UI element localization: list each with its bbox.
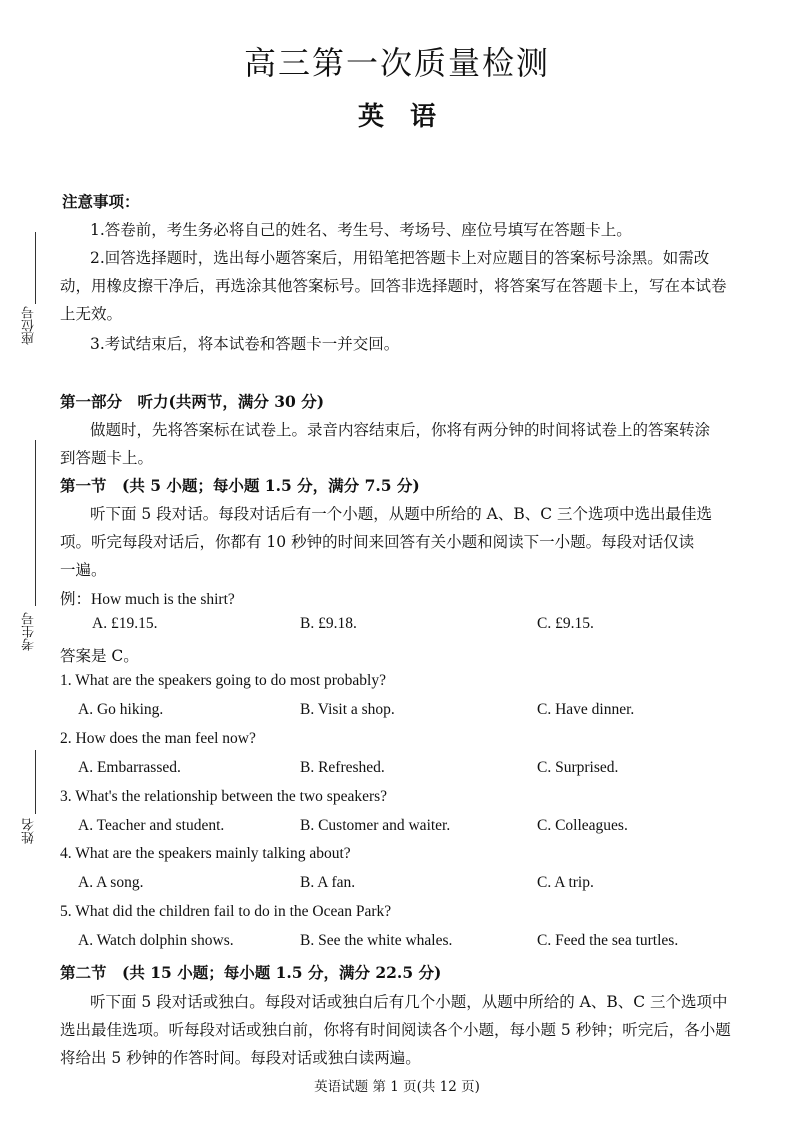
question-text: 5. What did the children fail to do in the Ocean Park? [60,903,392,920]
option-c: C. Surprised. [537,759,619,776]
notice-line: 2.回答选择题时，选出每小题答案后，用铅笔把答题卡上对应题目的答案标号涂黑。如需改 [90,249,710,267]
part1-heading: 第一部分 听力(共两节，满分 30 分) [60,392,325,411]
section1-intro-line: 项。听完每段对话后，你都有 10 秒钟的时间来回答有关小题和阅读下一小题。每段对话仅读 [60,533,695,551]
notice-line: 动，用橡皮擦干净后，再选涂其他答案标号。回答非选择题时，将答案写在答题卡上，写在本试卷 [60,277,727,295]
option-b: B. See the white whales. [300,932,453,949]
question-text: 3. What's the relationship between the two speakers? [60,788,388,805]
option-b: B. Refreshed. [300,759,385,776]
option-b: B. A fan. [300,874,356,891]
name-line [35,750,36,814]
notice-line: 上无效。 [60,305,123,323]
exam-no-line [35,440,36,606]
example-answer: 答案是 C。 [60,647,139,665]
example-option-a: A. £19.15. [92,615,158,632]
section2-intro-line: 听下面 5 段对话或独白。每段对话或独白后有几个小题，从题中所给的 A、B、C 三个选项中 [90,993,728,1011]
section1-intro-line: 听下面 5 段对话。每段对话后有一个小题，从题中所给的 A、B、C 三个选项中选出最佳选 [90,505,713,523]
example-option-b: B. £9.18. [300,615,357,632]
option-b: B. Visit a shop. [300,701,395,718]
option-a: A. Embarrassed. [78,759,181,776]
option-b: B. Customer and waiter. [300,817,451,834]
section2-heading: 第二节 (共 15 小题；每小题 1.5 分，满分 22.5 分) [60,963,442,982]
exam-title: 高三第一次质量检测 [243,44,550,82]
notice-heading: 注意事项： [62,192,140,211]
example-option-c: C. £9.15. [537,615,594,632]
section1-heading: 第一节 (共 5 小题；每小题 1.5 分，满分 7.5 分) [60,476,420,495]
section2-intro-line: 将给出 5 秒钟的作答时间。每段对话或独白读两遍。 [60,1049,421,1067]
part1-intro-line: 到答题卡上。 [60,449,154,467]
example-question: 例：How much is the shirt? [60,591,235,608]
option-c: C. Colleagues. [537,817,628,834]
question-text: 1. What are the speakers going to do most probably? [60,672,386,689]
page-footer: 英语试题 第 1 页(共 12 页) [314,1079,480,1095]
exam-no-label: 考生号 [22,612,37,651]
part1-intro-line: 做题时，先将答案标在试卷上。录音内容结束后，你将有两分钟的时间将试卷上的答案转涂 [90,421,711,439]
option-c: C. Feed the sea turtles. [537,932,679,949]
option-c: C. A trip. [537,874,594,891]
seat-line [35,232,36,304]
question-text: 2. How does the man feel now? [60,730,256,747]
section1-intro-line: 一遍。 [60,561,107,579]
option-a: A. Watch dolphin shows. [78,932,234,949]
option-a: A. A song. [78,874,144,891]
seat-label: 座位号 [22,306,37,345]
option-c: C. Have dinner. [537,701,635,718]
subject-title: 英语 [357,102,462,132]
question-text: 4. What are the speakers mainly talking about? [60,845,351,862]
option-a: A. Go hiking. [78,701,164,718]
option-a: A. Teacher and student. [78,817,225,834]
section2-intro-line: 选出最佳选项。听每段对话或独白前，你将有时间阅读各个小题，每小题 5 秒钟；听完后，各小题 [60,1021,731,1039]
notice-line: 1.答卷前，考生务必将自己的姓名、考生号、考场号、座位号填写在答题卡上。 [90,221,632,239]
name-label: 姓名 [22,818,37,844]
notice-line: 3.考试结束后，将本试卷和答题卡一并交回。 [90,335,400,353]
